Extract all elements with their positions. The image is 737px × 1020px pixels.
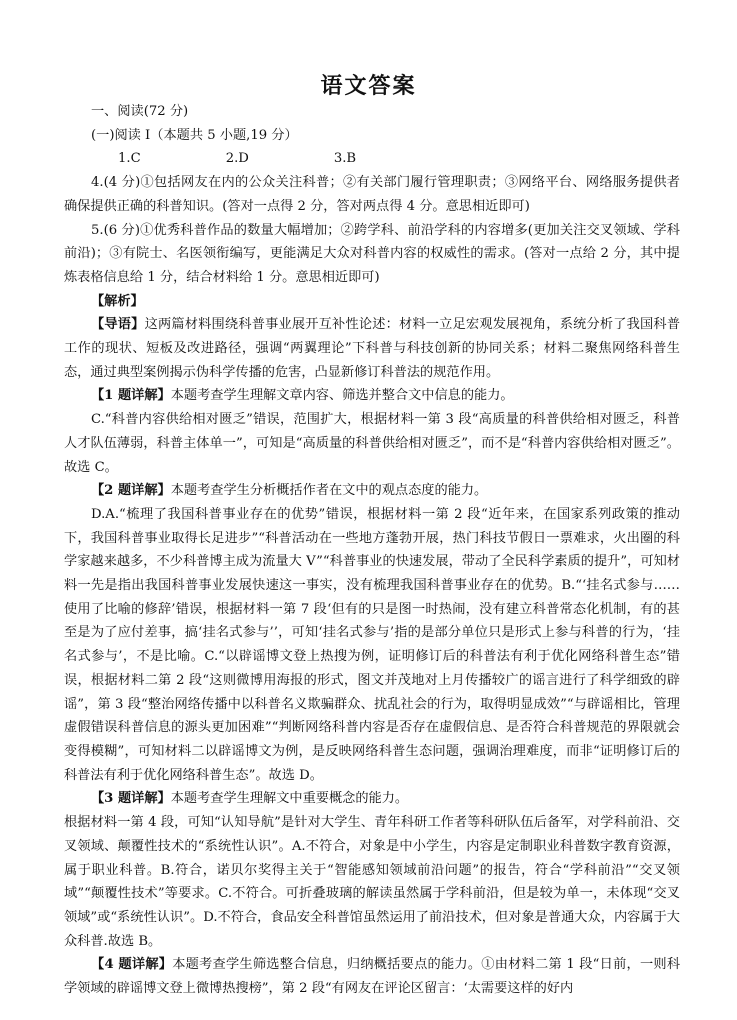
q3-explanation: 根据材料一第 4 段，可知“认知导航”是针对大学生、青年科研工作者等科研队伍后备军，对学科前沿、交叉领域、颠覆性技术的“系统性认识”。A.不符合，对象是中小学生，内容是定制职业科普数字教育资源，属于职业科普。B.符合，诺贝尔奖得主关于“智能感知领域前沿问题”的报告，符合“学科前沿”“交叉领域”“颠覆性技术”等要求。C.不符合。可折叠玻璃的解读虽然属于学科前沿，但是较为单一，未体现“交叉领域”或“系统性认识”。D.不符合，食品安全科普馆虽然运用了前沿技术，但对象是普通大众，内容属于大众科普.故选 B。 — [64, 815, 680, 949]
part-heading: (一)阅读 I（本题共 5 小题,19 分） — [91, 127, 298, 143]
q1-label: 【1 题详解】 — [91, 388, 171, 404]
q1-explanation: C.“科普内容供给相对匮乏”错误，范围扩大，根据材料一第 3 段“高质量的科普供给相对匮乏，科普人才队伍薄弱，科普主体单一”，可知是“高质量的科普供给相对匮乏”，而不是“科普内容供给相对匮乏”。故选 C。 — [64, 412, 680, 475]
q4-detail-paragraph — [64, 953, 680, 1000]
answer-1: 1.C — [118, 151, 141, 167]
analysis-heading: 【解析】 — [91, 293, 144, 309]
q1-intro: 本题考查学生理解文章内容、筛选并整合文中信息的能力。 — [170, 388, 514, 404]
q2-explanation: D.A.“梳理了我国科普事业存在的优势”错误，根据材料一第 2 段“近年来，在国家系列政策的推动下，我国科普事业取得长足进步”“科普活动在一些地方蓬勃开展，热门科技节假日一票难求，火出圈的科学家越来越多，不少科普博主成为流量大 V”“科普事业的快速发展，带动了全民科学素质的提升”，可知材料一先是指出我国科普事业发展快速这一事实，没有梳理我国科普事业存在的优势。B.“‘挂名式参与……使用了比喻的修辞’错误，根据材料一第 7 段‘但有的只是图一时热闹，没有建立科普常态化机制，有的甚至是为了应付差事，搞‘挂名式参与’’，可知‘挂名式参与’指的是部分单位只是形式上参与科普的行为，‘挂名式参与’，不是比喻。C.“以辟谣博文登上热搜为例，证明修订后的科普法有利于优化网络科普生态”错误，根据材料二第 2 段“这则微博用海报的形式，图文并茂地对上月传播较广的谣言进行了科学细致的辟谣”，第 3 段“整治网络传播中以科普名义欺骗群众、扰乱社会的行为，取得明显成效”“与辟谣相比，管理虚假错误科普信息的源头更加困难”“判断网络科普内容是否存在虚假信息、是否符合科普规范的界限就会变得模糊”，可知材料二以辟谣博文为例，是反映网络科普生态问题，强调治理难度，而非“证明修订后的科普法有利于优化网络科普生态”。故选 D。 — [64, 506, 680, 783]
document-body — [64, 100, 680, 1001]
q4-detail-intro: 本题考查学生筛选整合信息，归纳概括要点的能力。 — [172, 957, 482, 973]
answer-2: 2.D — [225, 151, 249, 167]
intro-paragraph — [64, 313, 680, 384]
q2-paragraph — [64, 479, 680, 503]
q4-detail-text: ①由材料二第 1 段“日前，一则科学领域的辟谣博文登上微博热搜榜”，第 2 段“有网友在评论区留言：‘太需要这样的好内 — [64, 957, 681, 997]
intro-label: 【导语】 — [91, 317, 145, 333]
answer-5: 5.(6 分)①优秀科普作品的数量大幅增加；②跨学科、前沿学科的内容增多(更加关注交叉领域、学科前沿)；③有院士、名医领衔编写，更能满足大众对科普内容的权威性的需求。(答对一点给 2 分，其中提炼表格信息给 1 分，结合材料给 1 分。意思相近即可) — [64, 222, 680, 285]
page-title: 语文答案 — [320, 74, 417, 99]
q2-label: 【2 题详解】 — [91, 483, 171, 499]
q1-paragraph — [64, 384, 680, 408]
q4-detail-label: 【4 题详解】 — [91, 957, 173, 973]
intro-text: 这两篇材料围绕科普事业展开互补性论述：材料一立足宏观发展视角，系统分析了我国科普工作的现状、短板及改进路径，强调“两翼理论”下科普与科技创新的协同关系；材料二聚焦网络科普生态，通过典型案例揭示伪科学传播的危害，凸显新修订科普法的规范作用。 — [64, 317, 681, 380]
answer-3: 3.B — [333, 151, 357, 167]
simple-answers — [64, 147, 680, 171]
q3-label: 【3 题详解】 — [91, 791, 171, 807]
answer-4: 4.(4 分)①包括网友在内的公众关注科普；②有关部门履行管理职责；③网络平台、网络服务提供者确保提供正确的科普知识。(答对一点得 2 分，答对两点得 4 分。意思相近即可) — [64, 175, 680, 214]
q3-paragraph — [64, 787, 680, 811]
q3-intro: 本题考查学生理解文中重要概念的能力。 — [170, 791, 409, 807]
q2-intro: 本题考查学生分析概括作者在文中的观点态度的能力。 — [170, 483, 488, 499]
section-heading: 一、阅读(72 分) — [91, 104, 189, 119]
